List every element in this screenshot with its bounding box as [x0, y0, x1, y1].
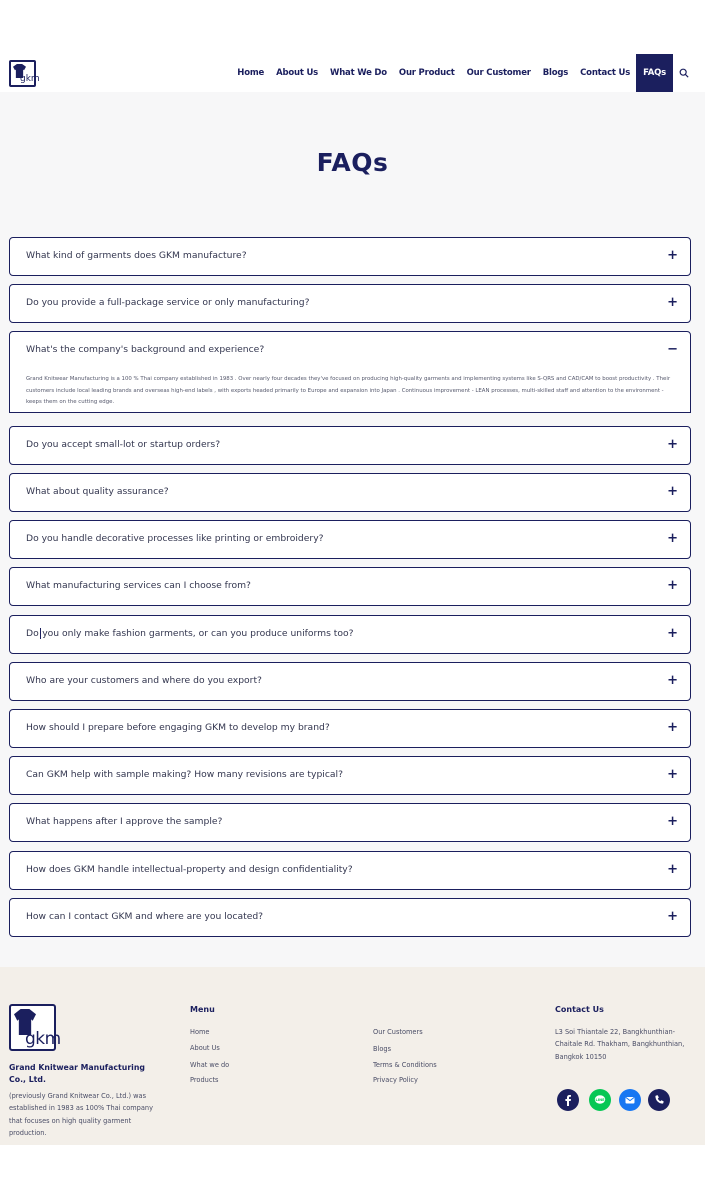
plus-icon[interactable]: + [667, 484, 678, 499]
faq-item-contact[interactable] [9, 898, 691, 937]
plus-icon[interactable]: + [667, 531, 678, 546]
address: L3 Soi Thiantale 22, Bangkhunthian-Chaitale Rd. Thakham, Bangkhunthian, Bangkok 10150 [555, 1028, 685, 1061]
plus-icon[interactable]: + [667, 909, 678, 924]
faq-question: What kind of garments does GKM manufacture? [26, 250, 247, 261]
plus-icon[interactable]: + [667, 437, 678, 452]
faq-question-start: Do [26, 628, 39, 639]
faq-item-customers[interactable] [9, 662, 691, 701]
faq-item-services[interactable] [9, 567, 691, 606]
plus-icon[interactable]: + [667, 673, 678, 688]
footer-link-home[interactable]: Home [190, 1028, 210, 1036]
footer-link-about-us[interactable]: About Us [190, 1044, 220, 1052]
nav-faqs[interactable]: FAQs [636, 54, 673, 92]
faq-question: What about quality assurance? [26, 486, 169, 497]
faq-question: What's the company's background and experience? [26, 344, 265, 355]
nav-blogs[interactable]: Blogs [542, 68, 569, 78]
menu-heading: Menu [190, 1005, 215, 1014]
plus-icon[interactable]: + [667, 248, 678, 263]
faq-item-ip[interactable] [9, 851, 691, 890]
faq-item-garments[interactable] [9, 237, 691, 276]
faq-question: What happens after I approve the sample? [26, 816, 223, 827]
faq-question: Do you handle decorative processes like printing or embroidery? [26, 533, 324, 544]
faq-question [26, 616, 354, 652]
footer-link-products[interactable]: Products [190, 1076, 219, 1084]
faq-item-decorative[interactable] [9, 520, 691, 559]
main-nav [231, 54, 695, 92]
faq-item-prepare[interactable] [9, 709, 691, 748]
plus-icon[interactable]: + [667, 767, 678, 782]
site-header [0, 54, 705, 92]
faq-item-uniforms[interactable] [9, 615, 691, 654]
faq-item-background[interactable] [9, 331, 691, 370]
nav-contact-us[interactable]: Contact Us [580, 68, 631, 78]
faq-question: Can GKM help with sample making? How many revisions are typical? [26, 769, 343, 780]
gkm-logo[interactable] [9, 1004, 61, 1051]
site-footer [0, 967, 705, 1145]
logo-text: gkm [20, 74, 40, 84]
footer-link-blogs[interactable]: Blogs [373, 1045, 392, 1053]
plus-icon[interactable]: + [667, 626, 678, 641]
email-icon[interactable] [619, 1089, 641, 1111]
nav-about-us[interactable]: About Us [276, 68, 319, 78]
plus-icon[interactable]: + [667, 720, 678, 735]
svg-text:LINE: LINE [595, 1098, 605, 1103]
faq-question-end: you only make fashion garments, or can you produce uniforms too? [42, 628, 354, 639]
search-icon[interactable] [673, 54, 695, 92]
footer-link-terms[interactable]: Terms & Conditions [373, 1061, 437, 1069]
faq-item-small-lot[interactable] [9, 426, 691, 465]
faq-question: How can I contact GKM and where are you located? [26, 911, 264, 922]
gkm-logo[interactable] [9, 60, 40, 87]
minus-icon[interactable]: − [667, 342, 678, 357]
logo-text: gkm [25, 1029, 61, 1049]
faq-question: How does GKM handle intellectual-property and design confidentiality? [26, 864, 353, 875]
faq-question: Do you accept small-lot or startup orders? [26, 439, 221, 450]
plus-icon[interactable]: + [667, 578, 678, 593]
plus-icon[interactable]: + [667, 295, 678, 310]
contact-heading: Contact Us [555, 1005, 604, 1014]
faq-question: Do you provide a full-package service or only manufacturing? [26, 297, 310, 308]
facebook-icon[interactable] [557, 1089, 579, 1111]
faq-item-after-approval[interactable] [9, 803, 691, 842]
footer-link-what-we-do[interactable]: What we do [190, 1061, 230, 1069]
footer-link-privacy[interactable]: Privacy Policy [373, 1076, 418, 1084]
company-name: Grand Knitwear Manufacturing Co., Ltd. [9, 1063, 145, 1084]
faq-question: Who are your customers and where do you export? [26, 675, 262, 686]
nav-our-product[interactable]: Our Product [398, 68, 455, 78]
plus-icon[interactable]: + [667, 862, 678, 877]
page-title: FAQs [316, 148, 389, 177]
nav-our-customer[interactable]: Our Customer [466, 68, 531, 78]
faq-item-sample-making[interactable] [9, 756, 691, 795]
line-icon[interactable] [589, 1089, 611, 1111]
faq-item-full-package[interactable] [9, 284, 691, 323]
nav-what-we-do[interactable]: What We Do [330, 68, 387, 78]
phone-icon[interactable] [648, 1089, 670, 1111]
faq-answer: Grand Knitwear Manufacturing is a 100 % Thai company established in 1983 . Over nearly four decades they've focused on producing high-quality garments and implementing systems like S-QRS and CAD/CAM to boost productivity . Their customers include local leading brands and overseas high-end labels , with exports headed primarily to Europe and expansion into Japan . Continuous improvement - LEAN processes, multi-skilled staff and attention to the environment - keeps them on the cutting edge. [9, 369, 691, 413]
company-description: (previously Grand Knitwear Co., Ltd.) was established in 1983 as 100% Thai company that focuses on high quality garment production. [9, 1092, 153, 1137]
footer-link-our-customers[interactable]: Our Customers [373, 1028, 423, 1036]
text-cursor [40, 628, 42, 639]
plus-icon[interactable]: + [667, 814, 678, 829]
nav-home[interactable]: Home [237, 68, 265, 78]
faq-item-quality[interactable] [9, 473, 691, 512]
faq-question: What manufacturing services can I choose from? [26, 580, 251, 591]
faq-question: How should I prepare before engaging GKM to develop my brand? [26, 722, 330, 733]
